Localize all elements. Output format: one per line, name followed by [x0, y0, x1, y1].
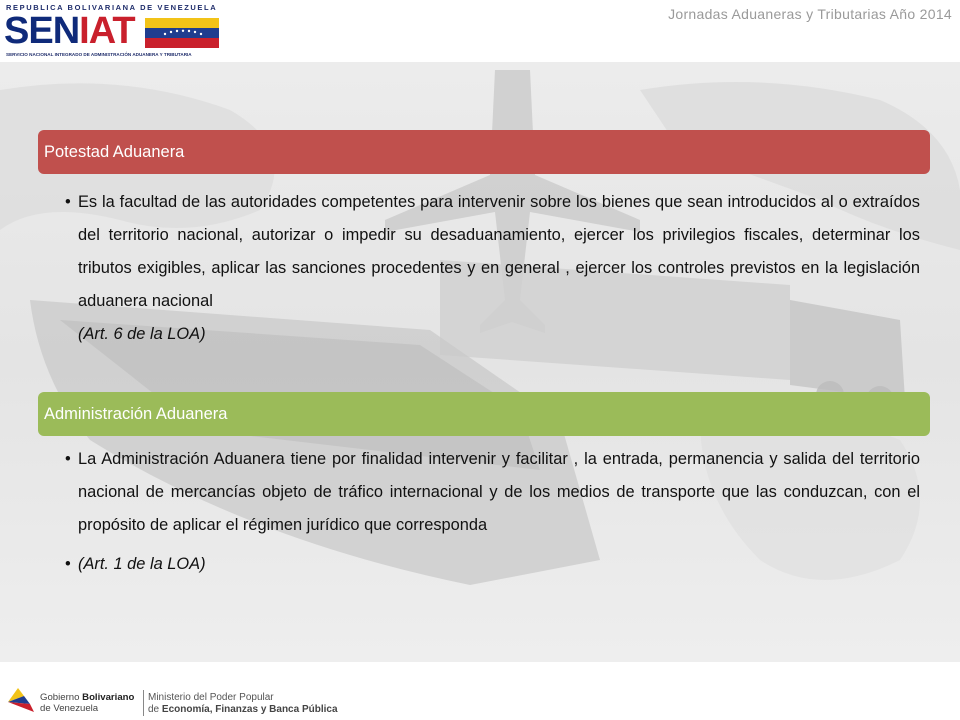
administracion-citation: (Art. 1 de la LOA) — [78, 555, 206, 573]
section-body-administracion — [78, 443, 920, 581]
logo-top-text: REPUBLICA BOLIVARIANA DE VENEZUELA — [6, 3, 218, 12]
logo-word-sen: SEN — [4, 10, 80, 52]
event-title: Jornadas Aduaneras y Tributarias Año 2014 — [668, 6, 952, 22]
venezuela-flag-icon — [145, 18, 219, 48]
potestad-citation: (Art. 6 de la LOA) — [78, 325, 206, 343]
seniat-logo — [4, 3, 219, 59]
gob-line1-normal: Gobierno — [40, 692, 83, 703]
logo-subtitle: SERVICIO NACIONAL INTEGRADO DE ADMINISTRACIÓN ADUANERA Y TRIBUTARIA — [6, 52, 192, 57]
section-body-potestad — [78, 186, 920, 351]
section-heading-potestad: Potestad Aduanera — [38, 130, 930, 174]
gob-line1-bold: Bolivariano — [82, 692, 135, 703]
bullet-administracion-citation — [78, 548, 920, 581]
section-heading-administracion: Administración Aduanera — [38, 392, 930, 436]
gob-line2: de Venezuela — [40, 703, 99, 714]
gobierno-emblem-icon — [4, 680, 38, 714]
logo-wordmark — [4, 12, 135, 50]
bullet-administracion — [78, 443, 920, 542]
administracion-text: La Administración Aduanera tiene por finalidad intervenir y facilitar , la entrada, permanencia y salida del territorio nacional de mercancías objeto de tráfico internacional y de los medios de transporte que las conduzcan, con el propósito de aplicar el régimen jurídico que corresponda — [78, 450, 920, 534]
ministry-line1: Ministerio del Poder Popular — [148, 692, 274, 703]
bullet-potestad — [78, 186, 920, 351]
potestad-text: Es la facultad de las autoridades competentes para intervenir sobre los bienes que sean introducidos al o extraídos del territorio nacional, autorizar o impedir su desaduanamiento, ejercer los privilegios fiscales, determinar los tributos exigibles, aplicar las sanciones procedentes y en general , ejercer los controles previstos en la legislación aduanera nacional — [78, 193, 920, 310]
footer-divider — [143, 690, 144, 716]
gobierno-bolivariano-text — [40, 692, 134, 714]
footer-bar — [0, 662, 960, 720]
ministry-line2-prefix: de — [148, 703, 162, 715]
header-bar — [0, 0, 960, 62]
ministry-line2-bold: Economía, Finanzas y Banca Pública — [161, 703, 338, 715]
ministry-text — [148, 692, 338, 715]
logo-word-iat: IAT — [79, 10, 135, 52]
